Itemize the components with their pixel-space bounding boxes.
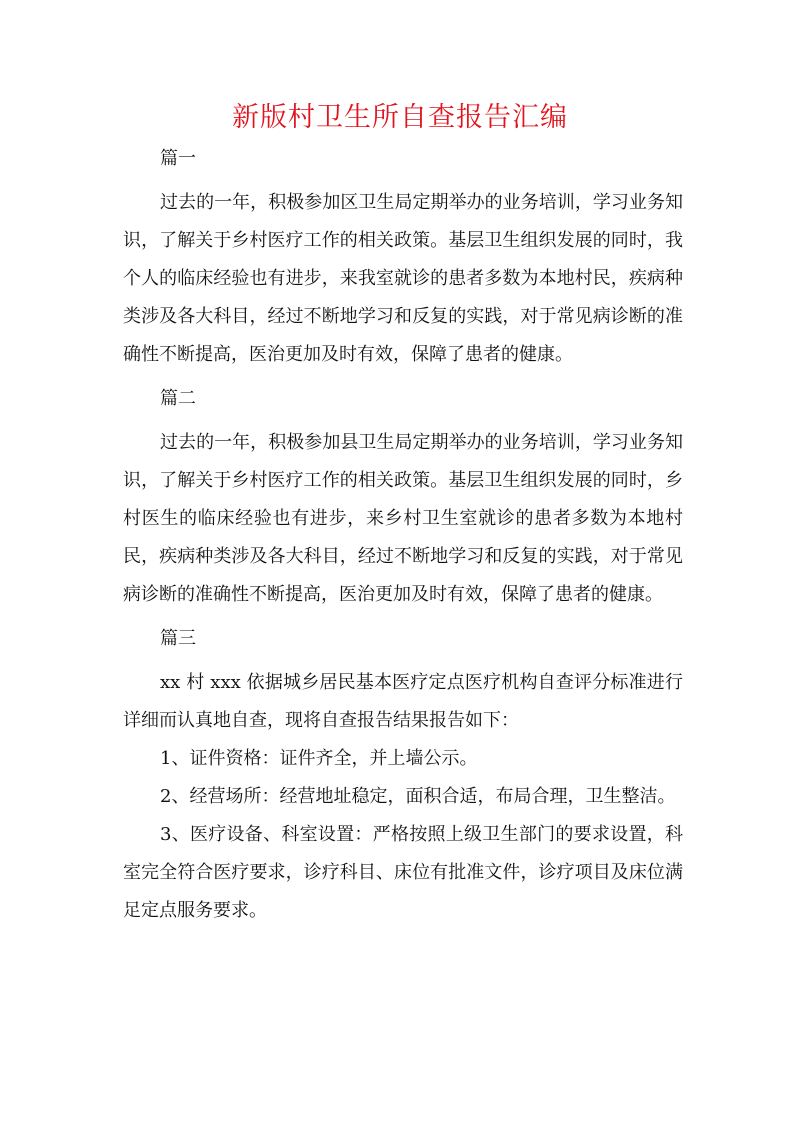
- section-3-item-1: 1、证件资格：证件齐全，并上墙公示。: [160, 748, 478, 769]
- section-1-paragraph-1: 过去的一年，积极参加区卫生局定期举办的业务培训，学习业务知识，了解关于乡村医疗工作的相关政策。基层卫生组织发展的同时，我个人的临床经验也有进步，来我室就诊的患者多数为本地村民，疾病种类涉及各大科目，经过不断地学习和反复的实践，对于常见病诊断的准确性不断提高，医治更加及时有效，保障了患者的健康。: [123, 192, 683, 365]
- section-heading-2: 篇二: [160, 388, 196, 409]
- section-3-item-2: 2、经营场所：经营地址稳定，面积合适，布局合理，卫生整洁。: [160, 786, 676, 807]
- section-2-paragraph-1: 过去的一年，积极参加县卫生局定期举办的业务培训，学习业务知识，了解关于乡村医疗工作的相关政策。基层卫生组织发展的同时，乡村医生的临床经验也有进步，来乡村卫生室就诊的患者多数为本地村民，疾病种类涉及各大科目，经过不断地学习和反复的实践，对于常见病诊断的准确性不断提高，医治更加及时有效，保障了患者的健康。: [123, 432, 683, 605]
- section-heading-3: 篇三: [160, 628, 196, 649]
- section-3-paragraph-1: xx 村 xxx 依据城乡居民基本医疗定点医疗机构自查评分标准进行详细而认真地自查，现将自查报告结果报告如下：: [123, 672, 683, 731]
- section-heading-1: 篇一: [160, 148, 196, 169]
- document-body: [123, 140, 683, 930]
- document-title: 新版村卫生所自查报告汇编: [232, 102, 568, 133]
- section-3-item-3: 3、医疗设备、科室设置：严格按照上级卫生部门的要求设置，科室完全符合医疗要求，诊疗科目、床位有批准文件，诊疗项目及床位满足定点服务要求。: [123, 824, 683, 921]
